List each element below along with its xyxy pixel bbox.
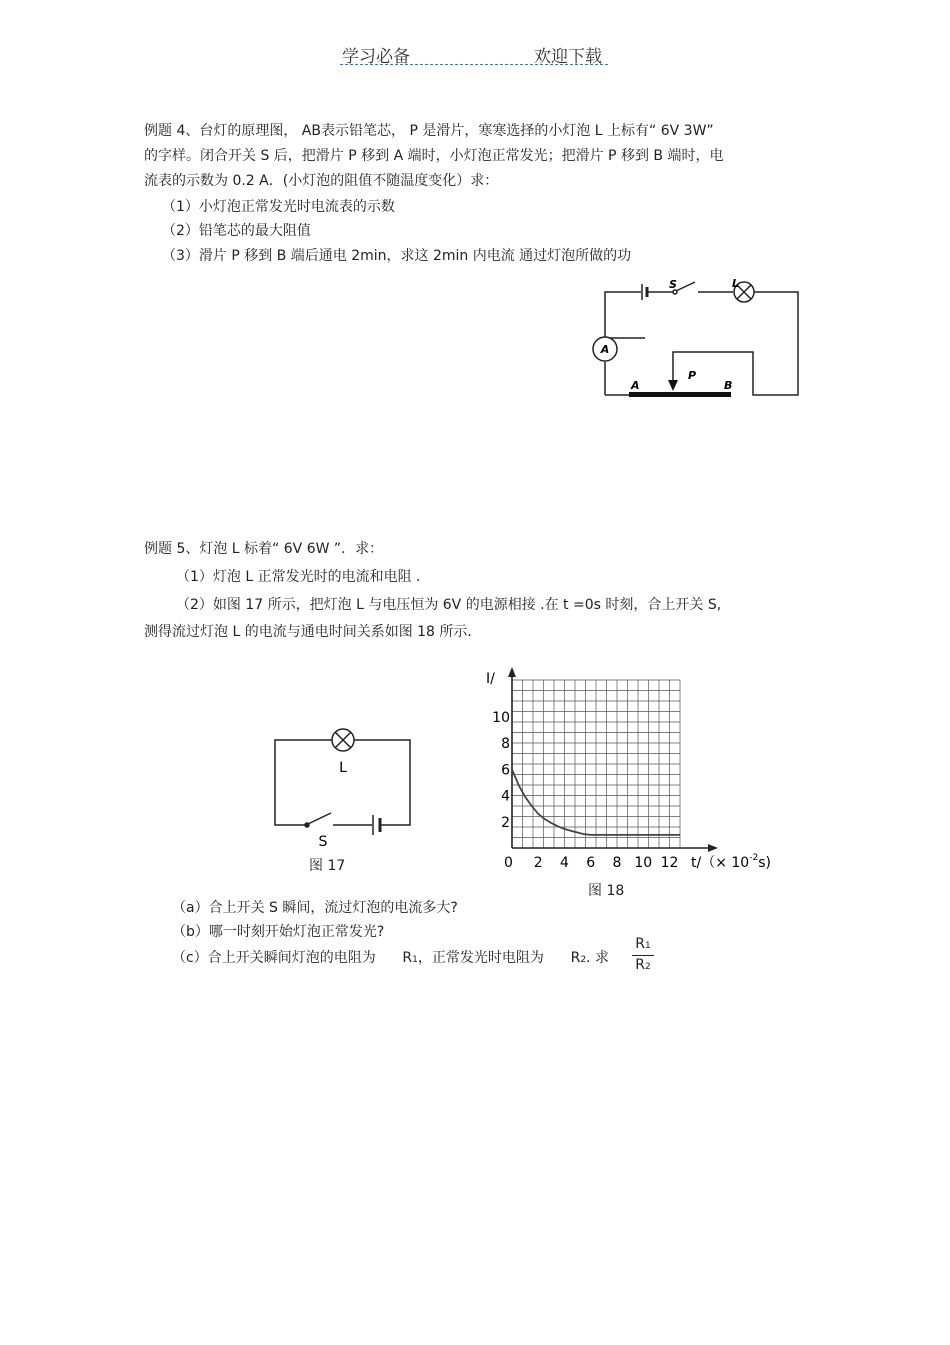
chart-x-label-suffix: s) <box>758 855 771 871</box>
chart-y-tick-label: 8 <box>501 736 510 752</box>
fraction-numerator: R1 <box>635 936 651 952</box>
chart-x-tick-label: 12 <box>660 855 679 871</box>
example4-question2: （2）铅笔芯的最大阻值 <box>162 223 311 239</box>
end-label-b: B <box>724 379 733 392</box>
r1-symbol: R <box>402 950 413 966</box>
slider-label-p: P <box>688 369 697 382</box>
r2-symbol: R <box>570 950 581 966</box>
example5-question-b: （b）哪一时刻开始灯泡正常发光? <box>172 924 385 940</box>
figure18-caption: 图 18 <box>588 883 625 899</box>
chart-x-axis-arrow <box>708 844 718 852</box>
chart-x-tick-label: 10 <box>634 855 653 871</box>
chart-y-tick-label: 2 <box>501 814 510 831</box>
switch-label-s: S <box>318 834 328 850</box>
pencil-core <box>629 392 731 397</box>
example4-line1: 例题 4、台灯的原理图， AB表示铅笔芯， P 是滑片，寒寒选择的小灯泡 L 上标有“ 6V 3W” <box>144 123 714 139</box>
chart-y-tick-label: 4 <box>501 788 510 805</box>
example5-line1: 例题 5、灯泡 L 标着“ 6V 6W ”．求： <box>144 541 384 557</box>
circuit-diagram-figure17 <box>265 725 425 850</box>
example5-question2-cont: 测得流过灯泡 L 的电流与通电时间关系如图 18 所示． <box>144 624 482 640</box>
chart-axes <box>508 667 718 852</box>
fraction-denominator: R2 <box>635 957 651 973</box>
wire-right <box>354 740 410 825</box>
header-left: 学习必备 <box>342 47 410 67</box>
resistance-ratio-fraction <box>632 936 654 975</box>
wire-top-left <box>605 292 645 338</box>
chart-origin-label: 0 <box>504 855 513 871</box>
question-c-suffix: . 求 <box>586 950 609 966</box>
chart-y-tick-label: 6 <box>501 762 510 779</box>
question-c-mid: ，正常发光时电阻为 <box>417 950 544 966</box>
header-right: 欢迎下载 <box>534 47 602 67</box>
r1-subscript: 1 <box>412 955 418 965</box>
switch-label-s: S <box>669 278 677 291</box>
ammeter-label: A <box>600 343 610 356</box>
wire-left <box>275 740 332 825</box>
example4-line2: 的字样。闭合开关 S 后，把滑片 P 移到 A 端时，小灯泡正常发光；把滑片 P 移到 B 端时，电 <box>144 148 724 164</box>
circuit-diagram-example4 <box>585 270 815 410</box>
figure17-caption: 图 17 <box>309 858 346 874</box>
chart-x-label-exponent: -2 <box>749 853 759 863</box>
slider-arrow <box>668 380 678 391</box>
chart-y-axis-arrow <box>508 667 516 677</box>
example4-question1: （1）小灯泡正常发光时电流表的示数 <box>162 199 395 215</box>
example5-question-a: （a）合上开关 S 瞬间，流过灯泡的电流多大? <box>172 900 458 916</box>
chart-y-label: I/ <box>486 671 495 687</box>
chart-x-tick-label: 2 <box>533 855 543 871</box>
fraction-bar <box>632 955 654 956</box>
current-time-chart <box>470 660 790 880</box>
chart-y-tick-label: 10 <box>492 709 510 726</box>
chart-x-tick-label: 8 <box>612 855 622 871</box>
example5-question1: （1）灯泡 L 正常发光时的电流和电阻 ． <box>176 569 431 585</box>
chart-x-label-prefix: t/（× 10 <box>691 855 750 871</box>
chart-x-label <box>691 853 771 871</box>
switch-blade <box>676 282 695 291</box>
example4-line3: 流表的示数为 0.2 A．(小灯泡的阻值不随温度变化）求： <box>144 173 499 189</box>
r2-subscript: 2 <box>580 955 587 965</box>
question-c-prefix: （c）合上开关瞬间灯泡的电阻为 <box>172 950 376 966</box>
lamp-label-l: L <box>732 277 740 290</box>
example4-question3: （3）滑片 P 移到 B 端后通电 2min，求这 2min 内电流 通过灯泡所做的功 <box>162 248 632 264</box>
header-dashed-underline <box>340 64 608 65</box>
lamp-label-l: L <box>339 760 347 776</box>
example5-question2: （2）如图 17 所示，把灯泡 L 与电压恒为 6V 的电源相接 .在 t =0s 时刻，合上开关 S, <box>176 597 722 613</box>
end-label-a: A <box>631 379 640 392</box>
chart-x-tick-label: 6 <box>586 855 596 871</box>
chart-grid <box>512 680 680 848</box>
chart-x-tick-label: 4 <box>560 855 569 871</box>
switch-blade <box>308 813 331 824</box>
example5-question-c <box>172 947 609 967</box>
